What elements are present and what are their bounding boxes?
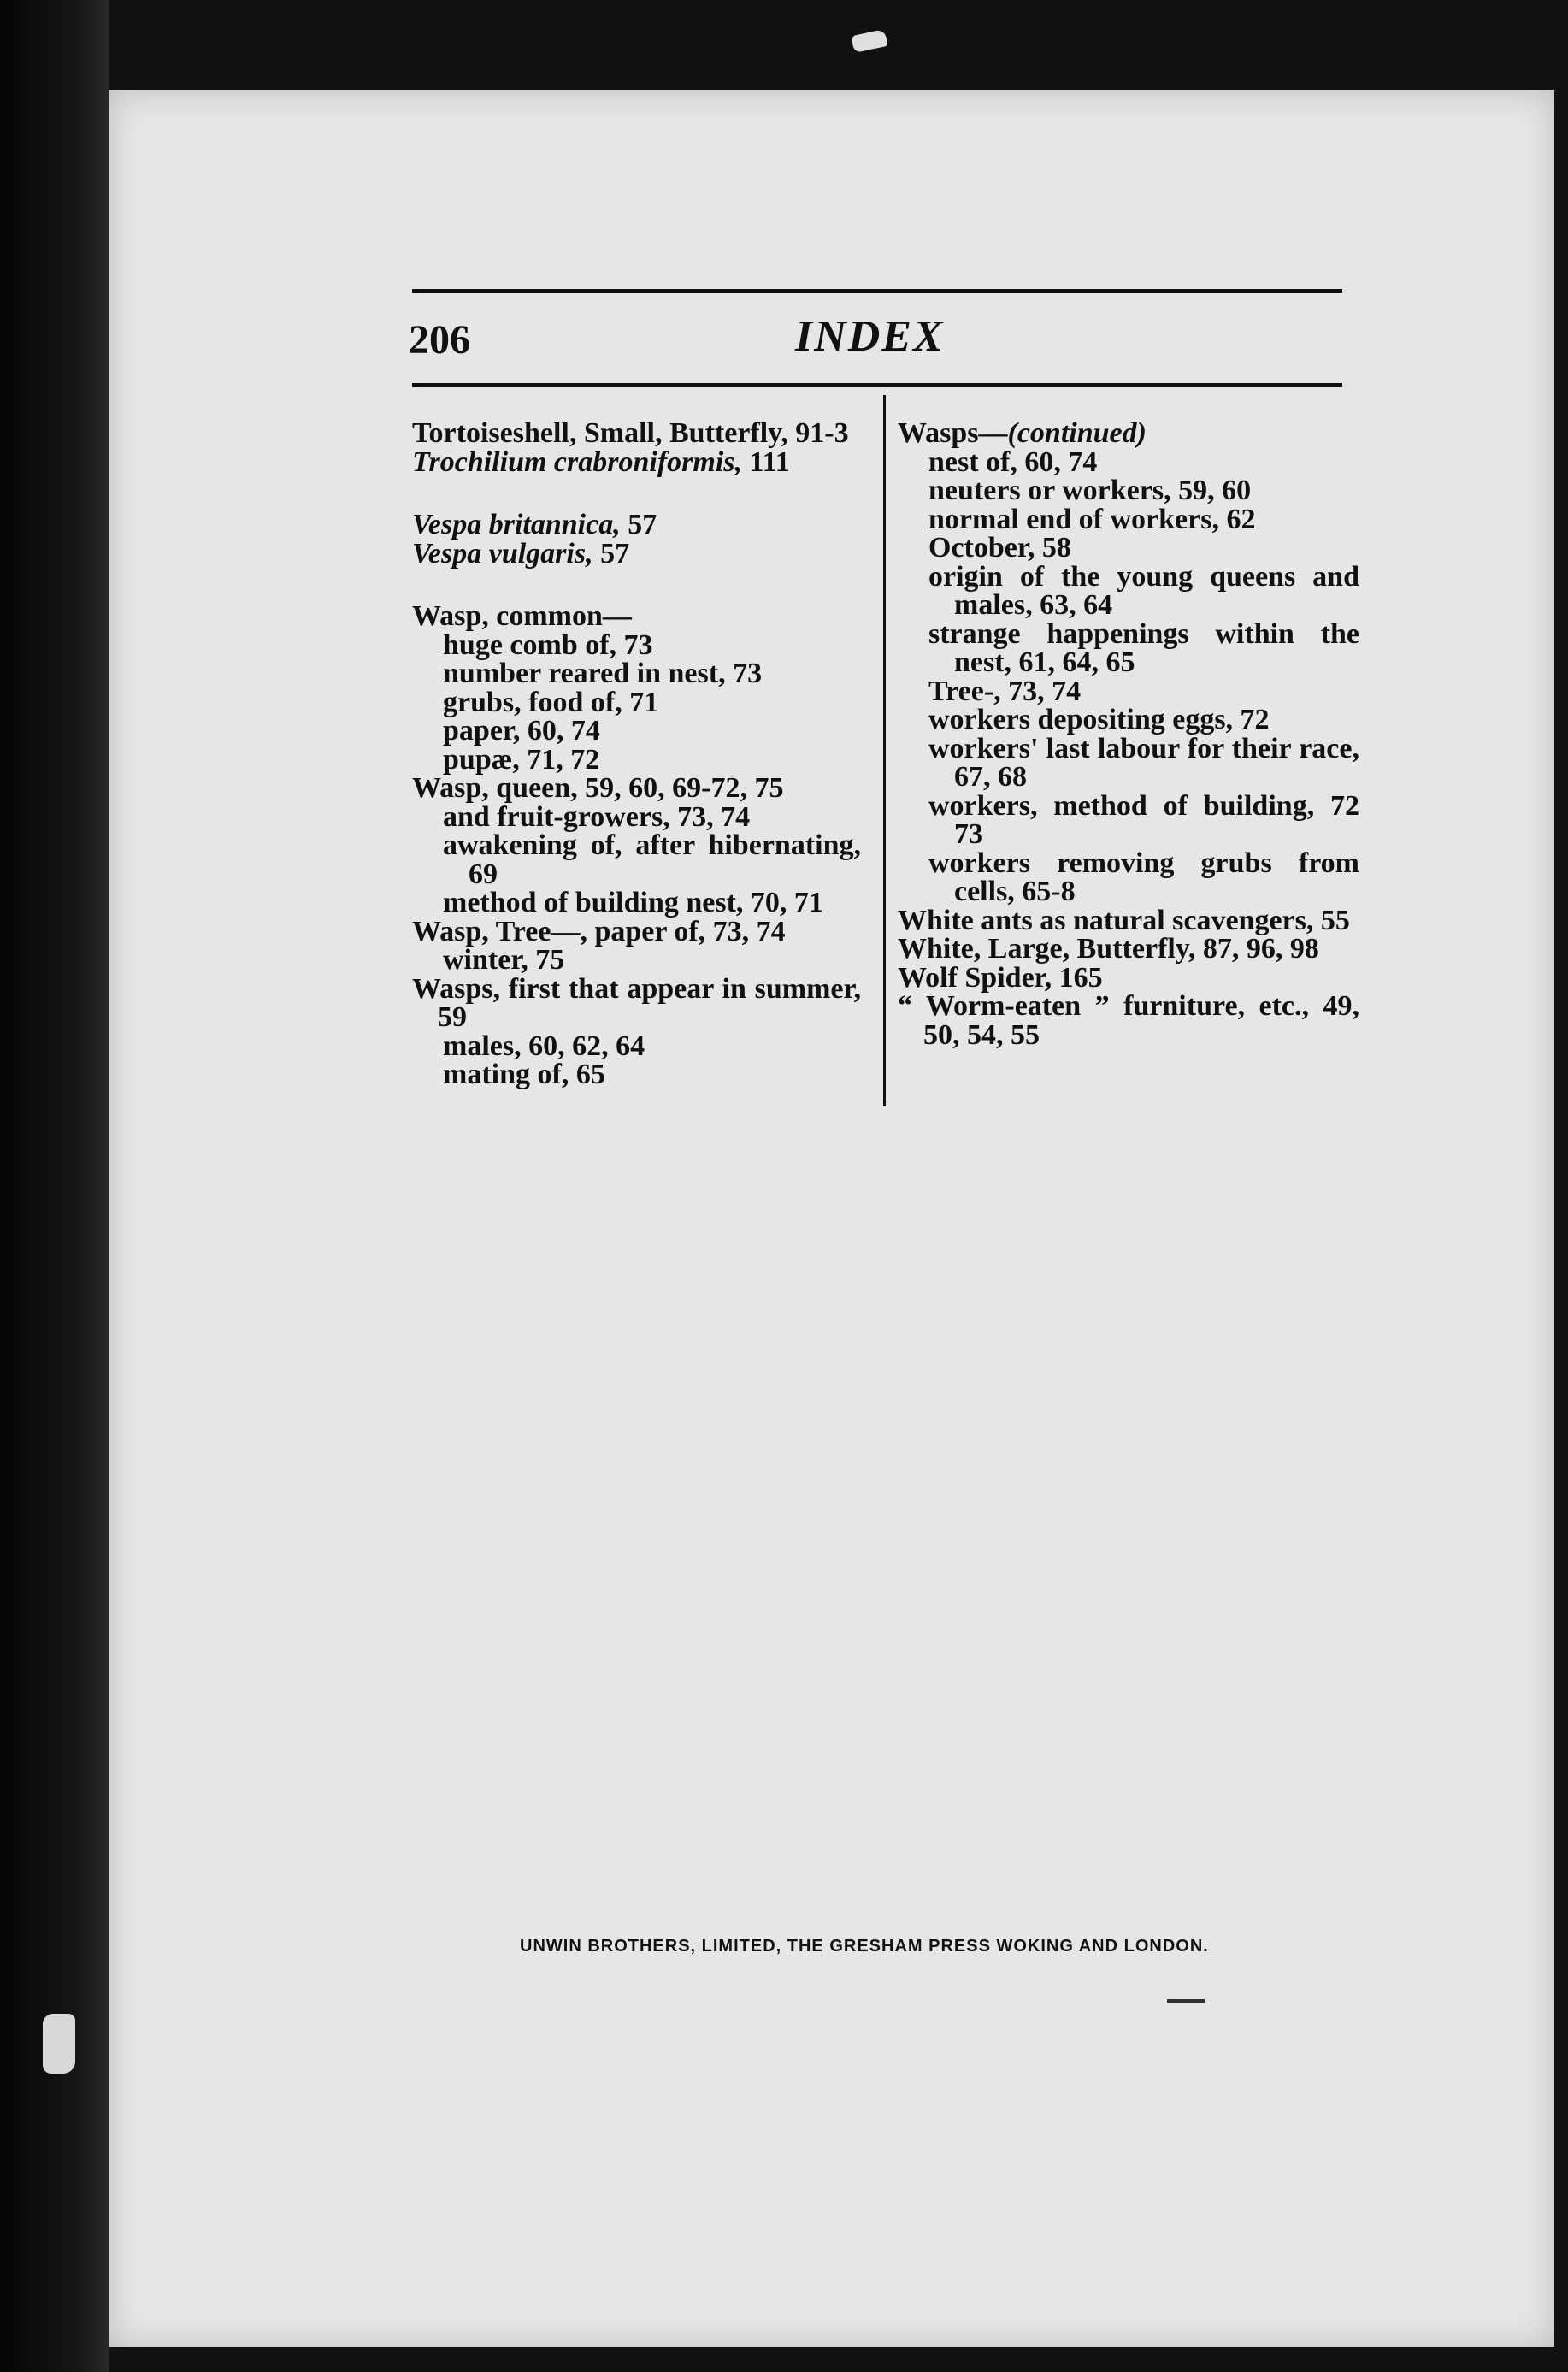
index-subentry: workers' last labour for their race, 67, 68 bbox=[928, 732, 1359, 793]
scan-artifact-left bbox=[43, 2014, 75, 2074]
index-column-left bbox=[412, 419, 861, 1089]
entry-italic-term: Trochilium crabroniformis, bbox=[412, 445, 743, 478]
index-entry bbox=[412, 510, 861, 540]
index-entry bbox=[898, 419, 1359, 448]
index-subentry: neuters or workers, 59, 60 bbox=[928, 475, 1252, 506]
page-number: 206 bbox=[409, 317, 470, 363]
index-subentry: grubs, food of, 71 bbox=[443, 686, 659, 718]
index-entry: White, Large, Butterfly, 87, 96, 98 bbox=[898, 933, 1319, 965]
index-subentry: Tree-, 73, 74 bbox=[928, 675, 1082, 707]
index-entry: Wasp, queen, 59, 60, 69-72, 75 bbox=[412, 772, 784, 804]
column-divider bbox=[883, 395, 886, 1106]
entry-pages: 111 bbox=[742, 445, 790, 478]
index-subentry: huge comb of, 73 bbox=[443, 628, 653, 661]
index-subentry: origin of the young queens and males, 63, 64 bbox=[928, 560, 1359, 621]
page-title: INDEX bbox=[795, 312, 945, 361]
index-subentry: normal end of workers, 62 bbox=[928, 503, 1256, 535]
index-column-right bbox=[898, 419, 1359, 1049]
index-subentry: workers depositing eggs, 72 bbox=[928, 704, 1270, 735]
index-subentry: workers, method of building, 72 73 bbox=[928, 789, 1359, 850]
index-subentry: workers removing grubs from cells, 65-8 bbox=[928, 847, 1359, 907]
entry-italic-term: (continued) bbox=[1007, 417, 1147, 449]
index-subentry: males, 60, 62, 64 bbox=[443, 1030, 645, 1062]
index-entry: Wasp, Tree—, paper of, 73, 74 bbox=[412, 915, 786, 947]
index-entry bbox=[412, 537, 861, 569]
header-rule-bottom bbox=[412, 383, 1342, 387]
index-subentry: awakening of, after hibernating, 69 bbox=[443, 829, 861, 890]
index-subentry: and fruit-growers, 73, 74 bbox=[443, 800, 751, 833]
index-entry: Wasps, first that appear in summer, 59 bbox=[412, 972, 861, 1033]
index-subentry: nest of, 60, 74 bbox=[928, 445, 1098, 478]
entry-italic-term: Vespa britannica, bbox=[412, 509, 621, 540]
index-subentry: method of building nest, 70, 71 bbox=[443, 887, 823, 918]
entry-pages: 57 bbox=[620, 509, 657, 540]
index-subentry: paper, 60, 74 bbox=[443, 715, 600, 746]
entry-gap bbox=[412, 476, 861, 510]
index-entry bbox=[412, 445, 861, 478]
index-subentry: strange happenings within the nest, 61, 64, 65 bbox=[928, 617, 1359, 678]
header-rule-top bbox=[412, 289, 1342, 293]
index-entry: Tortoiseshell, Small, Butterfly, 91-3 bbox=[412, 417, 849, 449]
entry-italic-term: Vespa vulgaris, bbox=[412, 537, 593, 569]
printer-imprint: UNWIN BROTHERS, LIMITED, THE GRESHAM PRESS WOKING AND LONDON. bbox=[520, 1937, 1209, 1956]
index-subentry: pupæ, 71, 72 bbox=[443, 743, 600, 776]
index-subentry: mating of, 65 bbox=[443, 1059, 605, 1090]
entry-pages: 57 bbox=[592, 537, 630, 569]
scan-artifact-top bbox=[851, 29, 887, 53]
index-subentry: October, 58 bbox=[928, 532, 1071, 563]
entry-heading: Wasps— bbox=[898, 417, 1008, 449]
index-entry: Wasp, common— bbox=[412, 600, 632, 632]
index-entry: “ Worm-eaten ” furniture, etc., 49, 50, 54, 55 bbox=[898, 990, 1359, 1051]
index-entry: White ants as natural scavengers, 55 bbox=[898, 904, 1350, 936]
index-subentry: number reared in nest, 73 bbox=[443, 658, 763, 689]
scan-artifact-dash bbox=[1167, 1999, 1205, 2003]
entry-gap bbox=[412, 568, 861, 602]
index-entry: Wolf Spider, 165 bbox=[898, 961, 1103, 994]
index-subentry: winter, 75 bbox=[443, 944, 565, 976]
